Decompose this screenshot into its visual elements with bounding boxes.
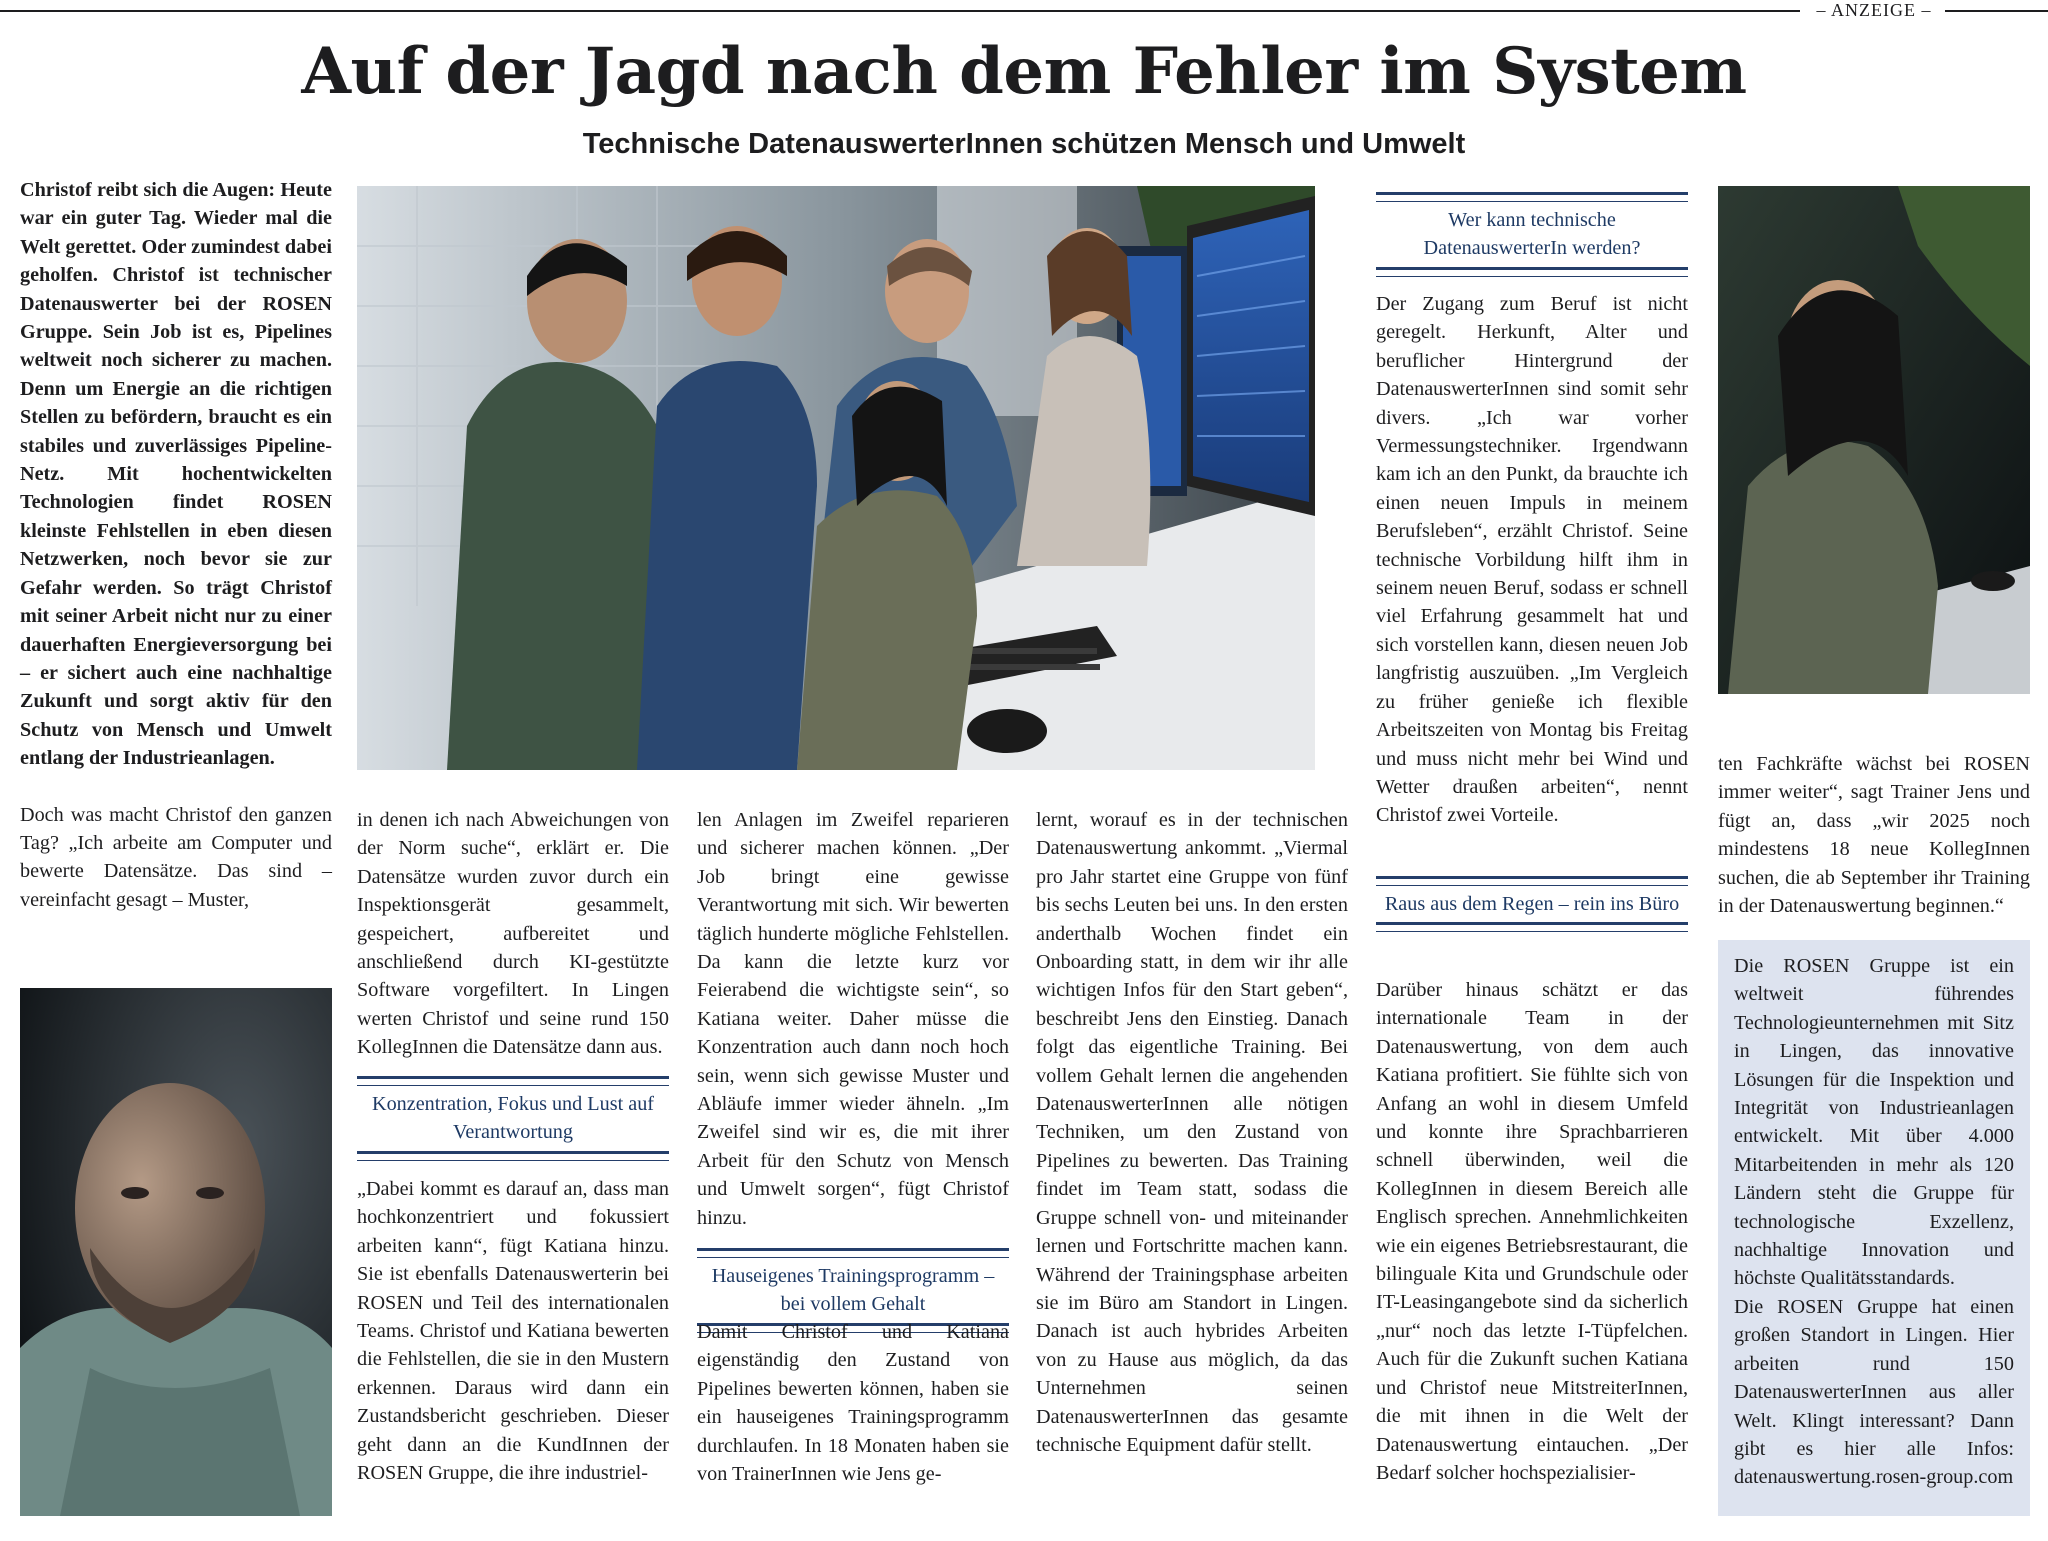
photo-katiana [1718,186,2030,694]
subhead-trainingsprogramm: Hauseigenes Trainingsprogramm – bei vollem Gehalt [697,1262,1009,1319]
column-5-top [1376,290,1688,830]
team-photo-computer [357,186,1315,770]
subhead-wer-kann: Wer kann technische DatenauswerterIn werden? [1376,206,1688,263]
column-3-top [697,806,1009,1232]
column-4 [1036,806,1348,1459]
column-3-bottom [697,1318,1009,1488]
info-box-text-a: Die ROSEN Gruppe ist ein weltweit führendes Technologieunternehmen mit Sitz in Lingen, das innovative Lösungen für die Inspektion und Integrität von Industrieanlagen entwickelt. Mit über 4.000 Mitarbeitenden in mehr als 120 Ländern steht die Gruppe für technologische Exzellenz, nachhaltige Innovation und höchste Qualitätsstandards. [1734,955,2014,1290]
column-5-text-a: Der Zugang zum Beruf ist nicht geregelt. Herkunft, Alter und beruflicher Hintergrund der DatenauswerterInnen sind somit sehr divers. „Ich war vorher Vermessungstechniker. Irgendwann kam ich an den Punkt, da brauchte ich einen neuen Impuls in meinem Berufsleben“, erzählt Christof. Seine technische Vorbildung hilft ihm in seinem neuen Beruf, sodass er schnell viel Erfahrung gesammelt hat und sich vorstellen kann, diesen neuen Job langfristig auszuüben. „Im Vergleich zu früher genieße ich flexible Arbeitszeiten von Montag bis Freitag und muss nicht mehr bei Wind und Wetter draußen arbeiten“, nennt Christof zwei Vorteile. [1376,293,1688,827]
column-intro [20,176,332,914]
subhead-konzentration: Konzentration, Fokus und Lust auf Verantwortung [357,1090,669,1147]
top-rule-right [1945,10,2048,12]
column-2-text-a: in denen ich nach Abweichungen von der Norm suche“, erklärt er. Die Datensätze wurden zuvor durch ein Inspektionsgerät gesammelt, gespeichert, aufbereitet und anschließend durch KI-gestützte Software vorgefiltert. In Lingen werten Christof und seine rund 150 KollegInnen die Datensätze dann aus. [357,809,669,1059]
column-5-bottom [1376,976,1688,1487]
column-2-bottom [357,1175,669,1487]
column-6 [1718,750,2030,920]
intro-text: Christof reibt sich die Augen: Heute war ein guter Tag. Wieder mal die Welt gerettet. Oder zumindest dabei geholfen. Christof ist technischer Datenauswerter bei der ROSEN Gruppe. Sein Job ist es, Pipelines weltweit noch sicherer zu machen. Denn um Energie an die richtigen Stellen zu befördern, braucht es ein stabiles und zuverlässiges Pipeline-Netz. Mit hochentwickelten Technologien findet ROSEN kleinste Fehlstellen in eben diesen Netzwerken, noch bevor sie zur Gefahr werden. So trägt Christof mit seiner Arbeit nicht nur zu einer dauerhaften Energieversorgung bei – er sichert auch eine nachhaltige Zukunft und sorgt aktiv für den Schutz von Mensch und Umwelt entlang der Industrieanlagen. [20,179,332,770]
info-box-text-b: Die ROSEN Gruppe hat einen großen Standort in Lingen. Hier arbeiten rund 150 DatenauswerterInnen aus aller Welt. Klingt interessant? Dann gibt es hier alle Infos: datenauswertung.rosen-group.com [1734,1295,2014,1489]
column-5-text-b: Darüber hinaus schätzt er das internationale Team in der Datenauswertung, von dem auch Katiana profitiert. Sie fühlte sich von Anfang an wohl in diesem Umfeld und konnte ihre Sprachbarrieren schnell überwinden, weil die KollegInnen in diesem Bereich alle Englisch sprechen. Annehmlichkeiten wie ein eigenes Betriebsrestaurant, die bilinguale Kita und Grundschule oder IT-Leasingangebote sind da sicherlich „nur“ noch das letzte I-Tüpfelchen. Auch für die Zukunft suchen Katiana und Christof neue MitstreiterInnen, die mit ihnen in die Welt der Datenauswertung eintauchen. „Der Bedarf solcher hochspezialisier- [1376,979,1688,1484]
column-1-text: Doch was macht Christof den ganzen Tag? „Ich arbeite am Computer und bewerte Datensätze. Das sind – vereinfacht gesagt – Muster, [20,803,332,911]
portrait-photo-christof [20,988,332,1516]
headline: Auf der Jagd nach dem Fehler im System [301,34,1747,109]
subhead-raus-aus-dem-regen: Raus aus dem Regen – rein ins Büro [1376,890,1688,918]
ad-label: – ANZEIGE – [1816,0,1932,20]
column-3-text-b: Damit Christof und Katiana eigenständig den Zustand von Pipelines bewerten können, haben sie ein hauseigenes Trainingsprogramm durchlaufen. In 18 Monaten haben sie von TrainerInnen wie Jens ge- [697,1321,1009,1486]
company-info-box [1718,940,2030,1516]
column-3-text-a: len Anlagen im Zweifel reparieren und sicherer machen können. „Der Job bringt eine gewisse Verantwortung mit sich. Wir bewerten täglich hunderte mögliche Fehlstellen. Da kann die letzte kurz vor Feierabend die wichtigste sein“, so Katiana weiter. Daher müsse die Konzentration auch dann noch hoch sein, wenn sich gewisse Muster und Abläufe immer wieder ähneln. „Im Zweifel sind wir es, die mit ihrer Arbeit für den Schutz von Mensch und Umwelt sorgen“, fügt Christof hinzu. [697,809,1009,1229]
column-2-top [357,806,669,1062]
subheadline: Technische DatenauswerterInnen schützen Mensch und Umwelt [582,128,1466,160]
column-6-text: ten Fachkräfte wächst bei ROSEN immer weiter“, sagt Trainer Jens und fügt an, dass „wir 2025 noch mindestens 18 neue KollegInnen suchen, die ab September ihr Training in der Datenauswertung beginnen.“ [1718,753,2030,918]
column-2-text-b: „Dabei kommt es darauf an, dass man hochkonzentriert und fokussiert arbeiten kann“, fügt Katiana hinzu. Sie ist ebenfalls Datenauswerterin bei ROSEN und Teil des internationalen Teams. Christof und Katiana bewerten die Fehlstellen, die sie in den Mustern erkennen. Daraus wird dann ein Zustandsbericht geschrieben. Dieser geht dann an die KundInnen der ROSEN Gruppe, die ihre industriel- [357,1178,669,1485]
column-4-text: lernt, worauf es in der technischen Datenauswertung ankommt. „Viermal pro Jahr startet eine Gruppe von fünf bis sechs Leuten bei uns. In den ersten anderthalb Wochen findet ein Onboarding statt, in dem wir ihr alle wichtigen Infos für den Start geben“, beschreibt Jens den Einstieg. Danach folgt das eigentliche Training. Bei vollem Gehalt lernen die angehenden DatenauswerterInnen alle nötigen Techniken, um den Zustand von Pipelines zu bewerten. Das Training findet im Team statt, sodass die Gruppe schnell von- und miteinander lernen und Fortschritte machen kann. Während der Trainingsphase arbeiten sie im Büro am Standort in Lingen. Danach ist auch hybrides Arbeiten von zu Hause aus möglich, da das Unternehmen seinen DatenauswerterInnen das gesamte technische Equipment dafür stellt. [1036,809,1348,1456]
top-rule [0,10,1800,12]
